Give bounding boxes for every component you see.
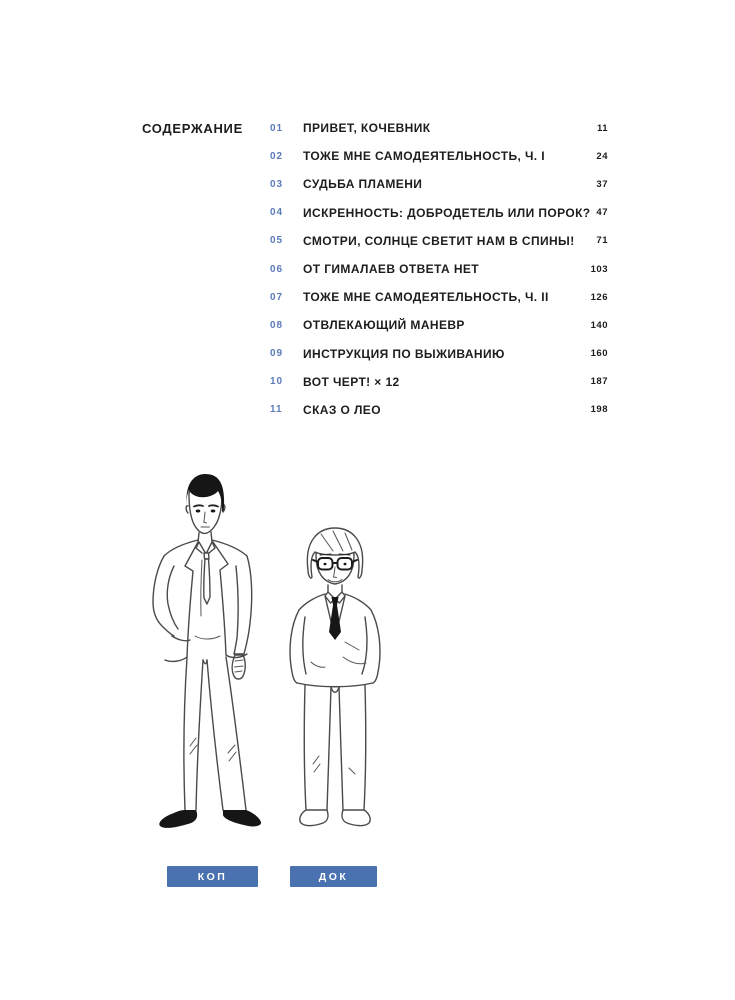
- chapter-number: 03: [270, 178, 284, 190]
- doc-button[interactable]: ДОК: [290, 866, 377, 887]
- toc-entry: [270, 340, 608, 368]
- doc-head: [307, 528, 362, 584]
- chapter-title: ОТВЛЕКАЮЩИЙ МАНЕВР: [303, 318, 465, 333]
- toc-entry: [270, 227, 608, 255]
- doc-shoes: [300, 810, 370, 826]
- chapter-number: 09: [270, 348, 284, 360]
- chapter-page: 71: [596, 235, 608, 247]
- chapter-page: 47: [596, 207, 608, 219]
- chapter-number: 02: [270, 150, 284, 162]
- chapter-page: 11: [596, 122, 608, 134]
- toc-entry: [270, 311, 608, 339]
- chapter-title: ПРИВЕТ, КОЧЕВНИК: [303, 121, 431, 136]
- chapter-page: 24: [596, 150, 608, 162]
- cop-button[interactable]: КОП: [167, 866, 258, 887]
- chapter-title: СКАЗ О ЛЕО: [303, 402, 381, 417]
- chapter-number: 01: [270, 122, 284, 134]
- chapter-number: 04: [270, 207, 284, 219]
- chapter-title: ВОТ ЧЕРТ! × 12: [303, 374, 400, 389]
- chapter-number: 08: [270, 319, 284, 331]
- chapter-title: СУДЬБА ПЛАМЕНИ: [303, 177, 423, 192]
- toc-entry: [270, 199, 608, 227]
- chapter-number: 05: [270, 235, 284, 247]
- chapter-page: 187: [590, 376, 608, 388]
- cop-head: [186, 474, 225, 533]
- table-of-contents: [270, 114, 608, 424]
- toc-entry: [270, 368, 608, 396]
- cop-suit: [153, 532, 252, 679]
- toc-entry: [270, 114, 608, 142]
- doc-illustration: [275, 522, 400, 834]
- chapter-page: 160: [590, 348, 608, 360]
- chapter-page: 37: [596, 178, 608, 190]
- page-title: СОДЕРЖАНИЕ: [142, 121, 243, 136]
- chapter-number: 10: [270, 376, 284, 388]
- chapter-page: 140: [590, 319, 608, 331]
- chapter-title: ИНСТРУКЦИЯ ПО ВЫЖИВАНИЮ: [303, 346, 505, 361]
- toc-entry: [270, 255, 608, 283]
- toc-entry: [270, 170, 608, 198]
- chapter-title: ОТ ГИМАЛАЕВ ОТВЕТА НЕТ: [303, 262, 480, 277]
- chapter-number: 07: [270, 291, 284, 303]
- doc-sweater: [290, 585, 380, 687]
- toc-entry: [270, 283, 608, 311]
- toc-entry: [270, 396, 608, 424]
- cop-illustration: [140, 468, 270, 843]
- chapter-page: 126: [590, 291, 608, 303]
- cop-shoes: [159, 810, 261, 828]
- toc-entry: [270, 142, 608, 170]
- chapter-number: 11: [270, 404, 283, 416]
- chapter-title: СМОТРИ, СОЛНЦЕ СВЕТИТ НАМ В СПИНЫ!: [303, 233, 575, 248]
- chapter-title: ТОЖЕ МНЕ САМОДЕЯТЕЛЬНОСТЬ, Ч. II: [303, 290, 549, 305]
- chapter-page: 198: [590, 404, 608, 416]
- chapter-title: ИСКРЕННОСТЬ: ДОБРОДЕТЕЛЬ ИЛИ ПОРОК?: [303, 205, 591, 220]
- chapter-number: 06: [270, 263, 284, 275]
- cop-trousers: [184, 657, 246, 810]
- chapter-page: 103: [590, 263, 608, 275]
- chapter-title: ТОЖЕ МНЕ САМОДЕЯТЕЛЬНОСТЬ, Ч. I: [303, 149, 545, 164]
- doc-trousers: [304, 685, 365, 810]
